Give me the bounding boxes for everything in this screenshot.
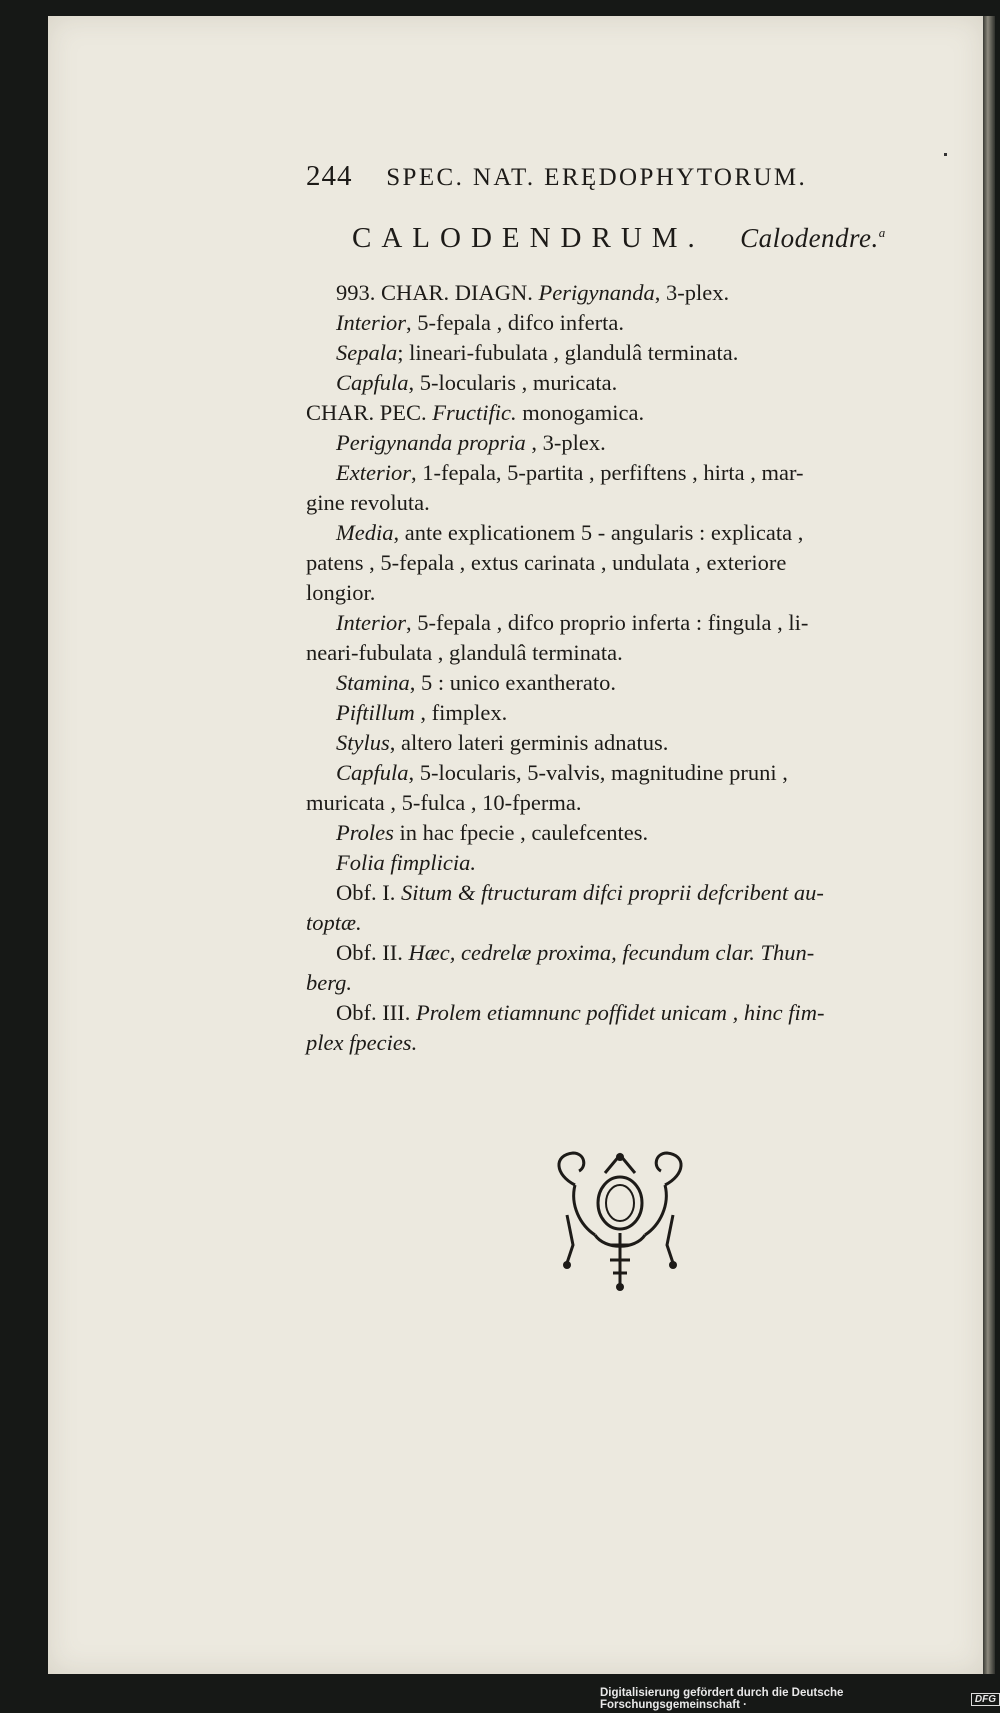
dfg-logo-icon: DFG [971, 1693, 1000, 1706]
line-capsula-1: Capfula, 5-locularis , muricata. [336, 370, 618, 395]
page-speck [944, 153, 947, 156]
line-stylus: Stylus, altero lateri germinis adnatus. [336, 730, 669, 755]
line-diagn: 993. CHAR. DIAGN. Perigynanda, 3-plex. [336, 280, 730, 305]
line-capsula-2: Capfula, 5-locularis, 5-valvis, magnitudine pruni , [336, 760, 788, 785]
line-exterior: Exterior, 1-fepala, 5-partita , perfiftens , hirta , mar- [336, 460, 804, 485]
line-media-cont-1: patens , 5-fepala , extus carinata , undulata , exteriore [306, 550, 787, 575]
running-head: SPEC. NAT. ERĘDOPHYTORUM. [386, 164, 808, 191]
line-obs-3-cont: plex fpecies. [306, 1030, 418, 1055]
line-exterior-cont: gine revoluta. [306, 490, 430, 515]
running-header [306, 160, 807, 193]
entry-text [306, 278, 936, 1058]
line-proles: Proles in hac fpecie , caulefcentes. [336, 820, 649, 845]
line-obs-1-cont: toptæ. [306, 910, 362, 935]
genus-name: CALODENDRUM. [352, 222, 705, 254]
line-media: Media, ante explicationem 5 - angularis : explicata , [336, 520, 804, 545]
digitization-credit [600, 1688, 1000, 1710]
vignette-ornament-icon [545, 1145, 695, 1295]
line-interior-2: Interior, 5-fepala , difco proprio inferta : fingula , li- [336, 610, 809, 635]
line-obs-3: Obf. III. Prolem etiamnunc poffidet unicam , hinc fim- [336, 1000, 825, 1025]
line-interior-2-cont: neari-fubulata , glandulâ terminata. [306, 640, 623, 665]
line-sepala: Sepala; lineari-fubulata , glandulâ terminata. [336, 340, 739, 365]
line-obs-2-cont: berg. [306, 970, 353, 995]
line-obs-2: Obf. II. Hæc, cedrelæ proxima, fecundum clar. Thun- [336, 940, 815, 965]
line-interior-1: Interior, 5-fepala , difco inferta. [336, 310, 625, 335]
line-obs-1: Obf. I. Situm & ftructuram difci proprii defcribent au- [336, 880, 824, 905]
line-media-cont-2: longior. [306, 580, 376, 605]
line-perigynanda-propria: Perigynanda propria , 3-plex. [336, 430, 606, 455]
credit-text: Digitalisierung gefördert durch die Deutsche Forschungsgemeinschaft · [600, 1687, 844, 1711]
page-edge [983, 16, 995, 1674]
line-pistillum: Piftillum , fimplex. [336, 700, 508, 725]
page-number: 244 [306, 160, 353, 192]
line-stamina: Stamina, 5 : unico exantherato. [336, 670, 616, 695]
genus-title [352, 222, 885, 255]
line-capsula-2-cont: muricata , 5-fulca , 10-fperma. [306, 790, 582, 815]
line-char-pec: CHAR. PEC. Fructific. monogamica. [306, 400, 645, 425]
vernacular-name: Calodendre.$^a$ [740, 223, 886, 253]
line-folia: Folia fimplicia. [336, 850, 476, 875]
footnote-mark: a [878, 225, 886, 240]
